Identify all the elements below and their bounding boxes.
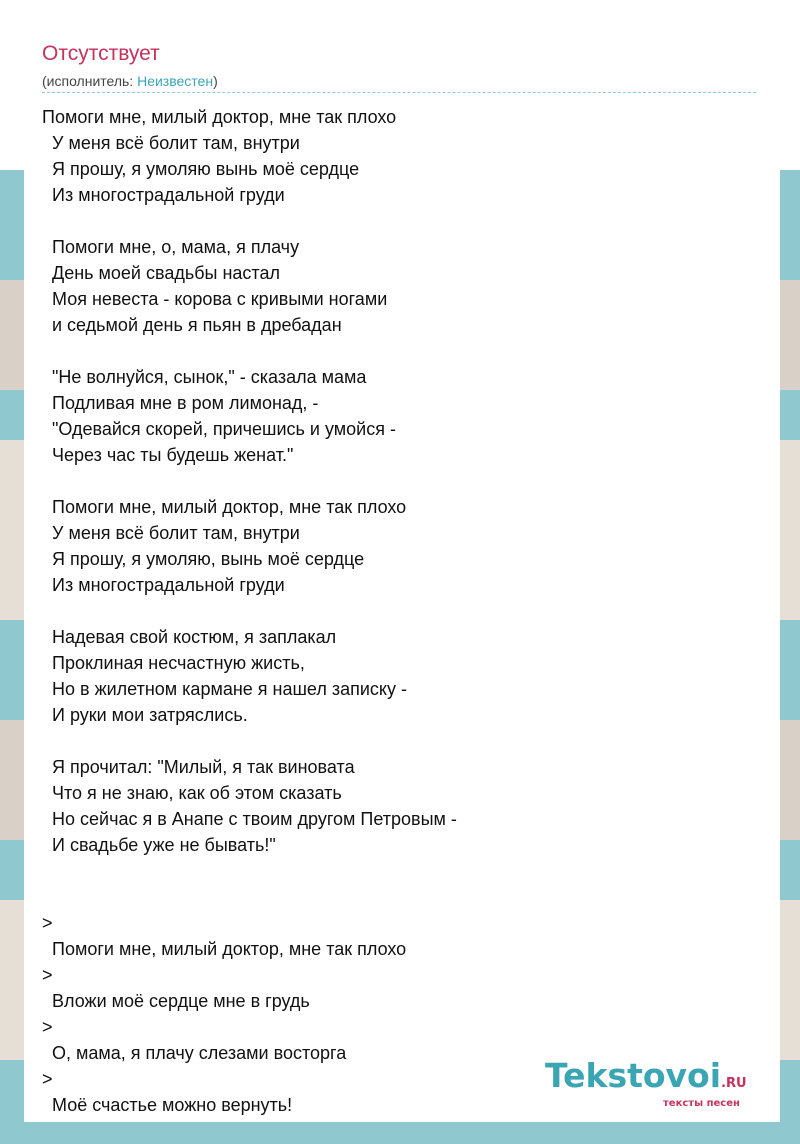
lyric-line: > [42,965,53,985]
artist-link[interactable]: Неизвестен [137,73,214,89]
lyric-line: Моё счастье можно вернуть! [42,1095,293,1115]
lyric-line: Вложи моё сердце мне в грудь [42,991,310,1011]
lyric-line: Надевая свой костюм, я заплакал [42,627,337,647]
lyric-line: Из многострадальной груди [42,575,285,595]
lyric-line: И свадьбе уже не бывать!" [42,835,276,855]
lyric-line [42,598,457,624]
lyric-line [42,884,457,910]
logo-tagline: тексты песен [663,1098,740,1109]
song-title: Отсутствует [42,42,160,65]
lyric-line: "Не волнуйся, сынок," - сказала мама [42,367,367,387]
logo-wordmark: Tekstovoi [545,1056,722,1095]
lyric-line: Но сейчас я в Анапе с твоим другом Петровым - [42,809,457,829]
lyric-line: > [42,913,53,933]
lyric-line: И руки мои затряслись. [42,705,248,725]
artist-label: (исполнитель: [42,73,138,89]
lyric-line: У меня всё болит там, внутри [42,133,300,153]
lyric-line [42,728,457,754]
lyric-line [42,338,457,364]
lyric-line: Что я не знаю, как об этом сказать [42,783,342,803]
lyric-line: Из многострадальной груди [42,185,285,205]
lyric-line: День моей свадьбы настал [42,263,280,283]
lyric-line: Но в жилетном кармане я нашел записку - [42,679,407,699]
lyrics-sheet [24,22,780,1122]
lyric-line: О, мама, я плачу слезами восторга [42,1043,347,1063]
lyric-line: "Одевайся скорей, причешись и умойся - [42,419,396,439]
lyric-line: У меня всё болит там, внутри [42,523,300,543]
title-divider [42,92,756,93]
lyric-line: и седьмой день я пьян в дребадан [42,315,342,335]
lyric-line: Через час ты будешь женат." [42,445,294,465]
lyric-line: Я прошу, я умоляю, вынь моё сердце [42,549,365,569]
lyric-line: > [42,1017,53,1037]
logo-tld: .RU [721,1076,747,1091]
lyrics-text [42,104,457,1118]
lyric-line: Помоги мне, о, мама, я плачу [42,237,300,257]
artist-line [42,73,218,89]
lyric-line [42,468,457,494]
lyric-line: > [42,1069,53,1089]
lyric-line: Проклиная несчастную жисть, [42,653,305,673]
lyric-line: Я прошу, я умоляю вынь моё сердце [42,159,360,179]
lyric-line: Помоги мне, милый доктор, мне так плохо [42,497,407,517]
lyric-line: Моя невеста - корова с кривыми ногами [42,289,388,309]
lyric-line [42,858,457,884]
lyric-line [42,208,457,234]
artist-close: ) [213,73,218,89]
lyric-line: Подливая мне в ром лимонад, - [42,393,319,413]
lyric-line: Помоги мне, милый доктор, мне так плохо [42,939,407,959]
site-logo[interactable] [545,1056,747,1109]
lyric-line: Я прочитал: "Милый, я так виновата [42,757,355,777]
lyric-line: Помоги мне, милый доктор, мне так плохо [42,107,397,127]
